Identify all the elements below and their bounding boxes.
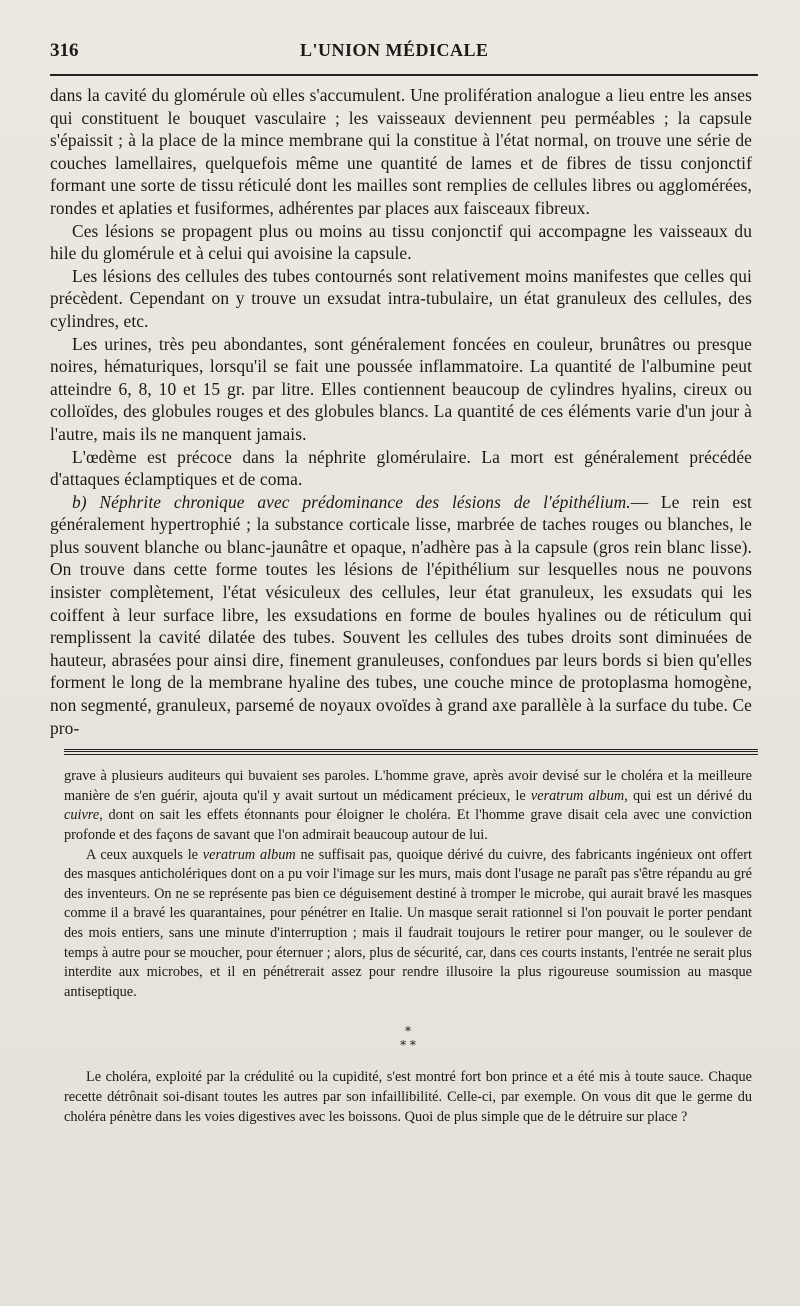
note-2-italic-veratrum: veratrum album xyxy=(202,846,296,863)
paragraph-3: Les lésions des cellules des tubes contournés sont relativement moins manifestes que celles qui précèdent. Cependant on y trouve un exsudat intra-tubulaire, un état granuleux des cellules, des cylindres, etc. xyxy=(50,265,752,331)
paragraph-2: Ces lésions se propagent plus ou moins au tissu conjonctif qui accompagne les vaisseaux du hile du glomérule et à celui qui avoisine la capsule. xyxy=(50,220,752,264)
paragraph-4: Les urines, très peu abondantes, sont généralement foncées en couleur, brunâtres ou presque noires, hématuriques, lorsqu'il se fait une poussée inflammatoire. La quantité de l'albumine peut atteindre 6, 8, 10 et 15 gr. par litre. Elles contiennent beaucoup de cylindres hyalins, cireux ou colloïdes, des globules rouges et des globules blancs. La quantité de ces éléments varie d'un jour à l'autre, mais ils ne manquent jamais. xyxy=(50,333,752,444)
paragraph-5: L'œdème est précoce dans la néphrite glomérulaire. La mort est généralement précédée d'attaques éclamptiques et de coma. xyxy=(50,446,752,490)
note-1-part-c: , dont on sait les effets étonnants pour éloigner le choléra. Et l'homme grave disait cela avec une conviction profonde et des façons de savant que l'on admirait beaucoup autour de lui. xyxy=(64,807,752,843)
note-2-part-b: ne suffisait pas, quoique dérivé du cuivre, des fabricants ingénieux ont offert des masques anticholériques dont on a pu voir l'image sur les murs, mais dont l'usage ne paraît pas s'être répandu au gré des inventeurs. On ne se représente pas bien ce déguisement destiné à tromper le microbe, qui aurait bravé les masques comme il a bravé les quarantaines, pour pénétrer en Italie. Un masque serait rationnel si l'on pouvait le porter pendant des mois entiers, sans une minute d'interruption ; mais il faudrait toujours le retirer pour manger, ou le soulever de temps à autre pour se moucher, pour éternuer ; alors, plus de sécurité, car, dans ces courts instants, l'entrée ne serait plus interdite aux microbes, et il en pénétrerait assez pour rendre illusoire la plus rigoureuse soumission au masque antiseptique. xyxy=(64,846,752,1000)
asterism-separator: * * * xyxy=(400,1024,416,1053)
running-head: L'UNION MÉDICALE xyxy=(300,40,489,60)
note-1-italic-veratrum: veratrum album xyxy=(530,787,625,804)
page-header xyxy=(50,40,752,74)
note-paragraph-1 xyxy=(64,767,752,845)
note-paragraph-3: Le choléra, exploité par la crédulité ou la cupidité, s'est montré fort bon prince et a été mis à toute sauce. Chaque recette détrônait soi-disant toutes les autres par son infaillibilité. Celle-ci, par exemple. On vous dit que le germe du choléra pénètre dans les voies digestives avec les boissons. Quoi de plus simple que de le détruire sur place ? xyxy=(64,1069,752,1125)
note-paragraph-2 xyxy=(64,846,752,1003)
note-1-part-b: , qui est un dérivé du xyxy=(624,787,752,804)
main-text xyxy=(50,84,752,739)
paragraph-1: dans la cavité du glomérule où elles s'accumulent. Une prolifération analogue a lieu entre les anses qui constituent le bouquet vasculaire ; les vaisseaux deviennent peu perméables ; la capsule s'épaissit ; à la place de la mince membrane qui la constitue à l'état normal, on trouve une série de couches lamellaires, quelquefois même une quantité de lames et de fibres de tissu conjonctif formant une sorte de tissu réticulé dont les mailles sont remplies de cellules libres ou agglomérées, rondes et aplaties et fusiformes, adhérentes par places aux faisceaux fibreux. xyxy=(50,85,752,218)
paragraph-6-text: — Le rein est généralement hypertrophié ; la substance corticale lisse, marbrée de taches rouges ou blanches, le plus souvent blanche ou blanc-jaunâtre et opaque, n'adhère pas à la capsule (gros rein blanc lisse). On trouve dans cette forme toutes les lésions de l'épithélium sur lesquelles nous ne pouvons insister complètement, l'état vésiculeux des cellules, leur état granuleux, les exsudats qui les coiffent à leur surface libre, les exsudations en forme de boules hyalines ou de réticulum qui remplissent la cavité dilatée des tubes. Souvent les cellules des tubes droits sont diminuées de hauteur, abrasées pour ainsi dire, finement granuleuses, confondues par leurs bords si bien qu'elles forment le long de la membrane hyaline des tubes, une couche mince de protoplasma homogène, non segmenté, granuleux, parsemé de noyaux ovoïdes à grand axe parallèle à la surface du tube. Ce pro- xyxy=(50,491,752,738)
note-1-part-a: grave à plusieurs auditeurs qui buvaient ses paroles. L'homme grave, après avoir devisé sur le choléra et la meilleure manière de s'en guérir, ajouta qu'il y avait surtout un médicament précieux, le xyxy=(64,768,752,804)
feuilleton-text xyxy=(50,767,752,1127)
section-heading: b) Néphrite chronique avec prédominance des lésions de l'épithélium. xyxy=(72,491,631,512)
feuilleton-rule xyxy=(64,749,758,755)
note-1-italic-cuivre: cuivre xyxy=(64,807,100,824)
page-number: 316 xyxy=(50,40,79,61)
note-2-part-a: A ceux auxquels le xyxy=(86,846,203,863)
paragraph-6 xyxy=(50,491,752,740)
header-rule xyxy=(50,74,758,76)
